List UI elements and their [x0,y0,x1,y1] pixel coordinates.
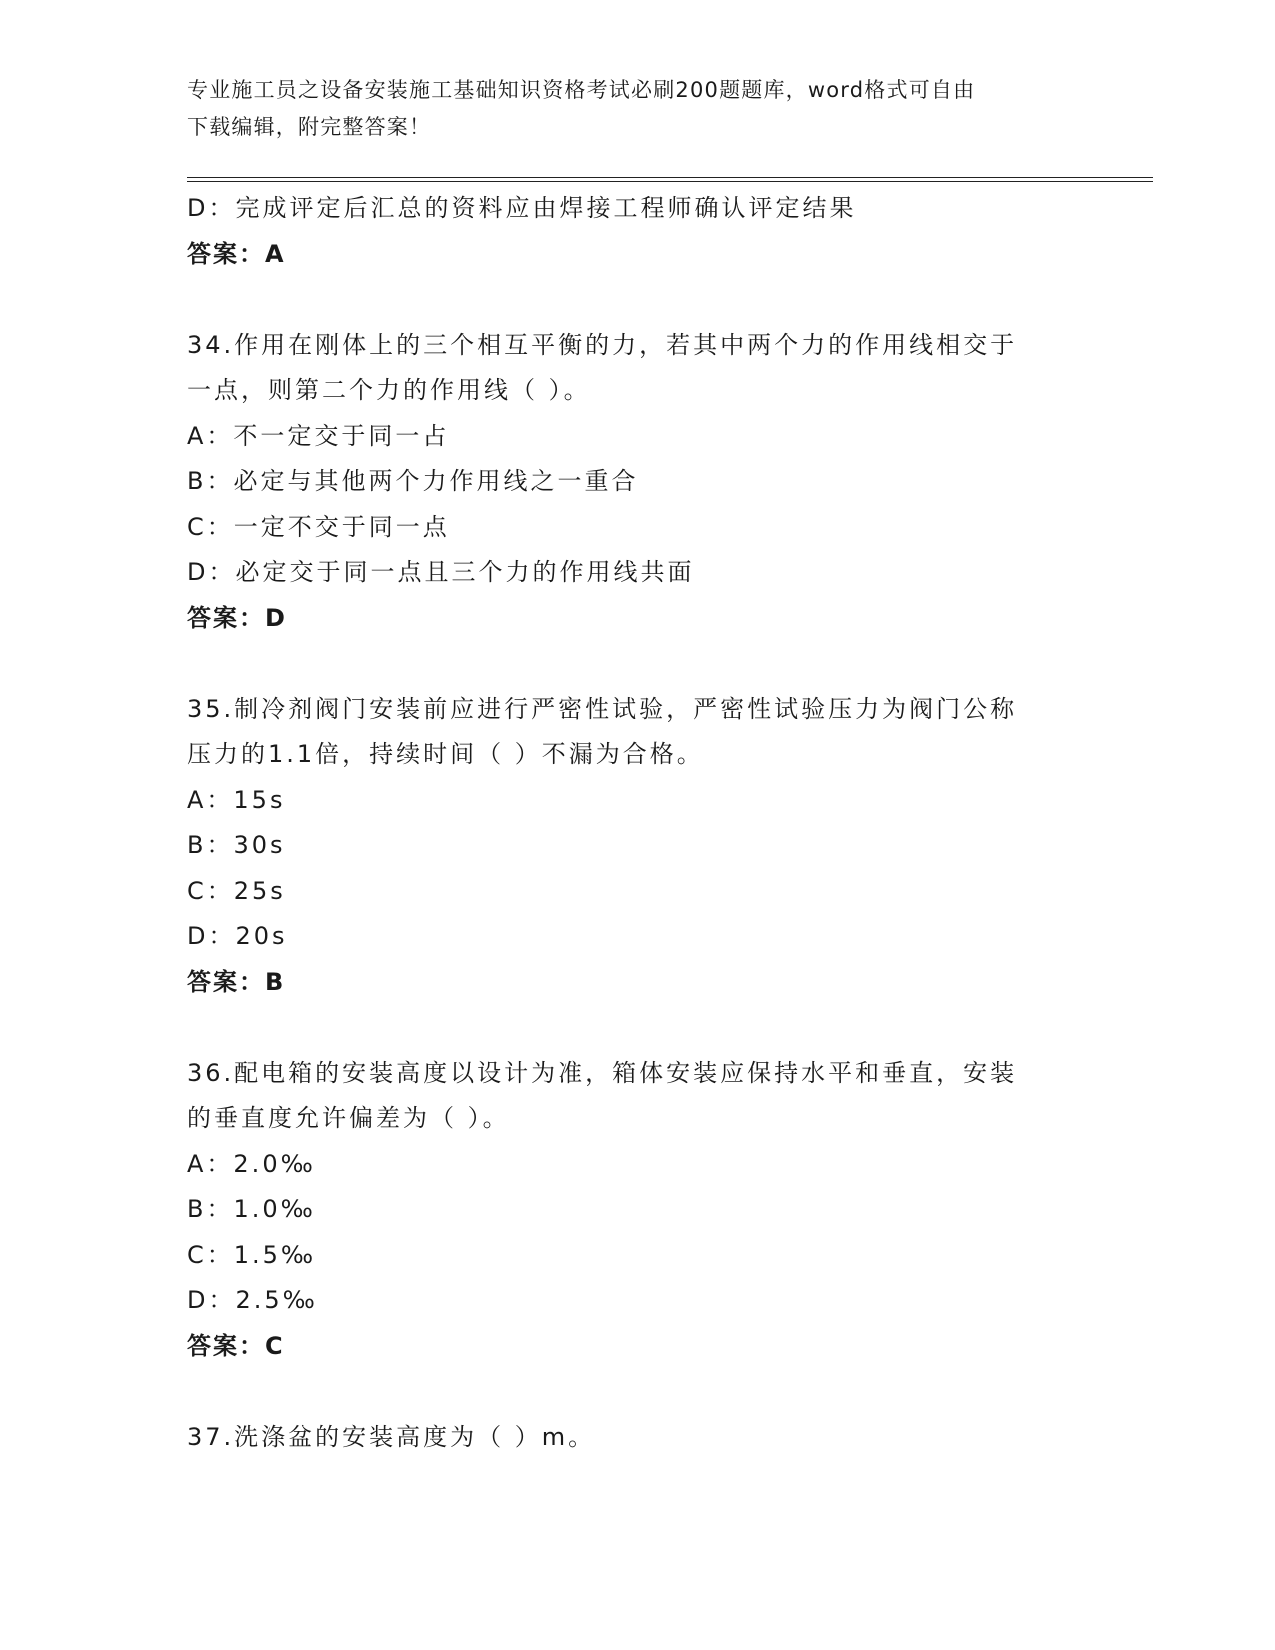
option-d: D：完成评定后汇总的资料应由焊接工程师确认评定结果 [187,194,857,222]
option-b: B：30s [187,831,286,859]
question-36 [187,1051,1087,1370]
answer-line: 答案：A [187,239,286,268]
option-c: C：一定不交于同一点 [187,512,450,541]
question-stem-line: 36.配电箱的安装高度以设计为准，箱体安装应保持水平和垂直，安装 [187,1058,1018,1087]
question-stem-line: 34.作用在刚体上的三个相互平衡的力，若其中两个力的作用线相交于 [187,330,1018,359]
option-c: C：25s [187,876,286,905]
option-a: A：不一定交于同一占 [187,421,450,450]
document-header [187,72,1067,146]
question-stem-line: 一点，则第二个力的作用线（ ）。 [187,376,591,404]
header-line-2: 下载编辑，附完整答案！ [187,115,432,139]
answer-line: 答案：B [187,967,286,996]
question-stem-line: 37.洗涤盆的安装高度为（ ）m。 [187,1422,596,1451]
option-a: A：15s [187,785,286,814]
answer-line: 答案：C [187,1331,285,1360]
option-b: B：必定与其他两个力作用线之一重合 [187,467,639,495]
header-divider-top [187,177,1153,178]
question-stem-line: 的垂直度允许偏差为（ ）。 [187,1104,510,1132]
option-d: D：20s [187,922,288,950]
option-c: C：1.5‰ [187,1240,317,1269]
header-line-1: 专业施工员之设备安装施工基础知识资格考试必刷200题题库，word格式可自由 [187,78,976,102]
question-37 [187,1415,1087,1461]
answer-line: 答案：D [187,603,287,632]
option-d: D：必定交于同一点且三个力的作用线共面 [187,558,695,586]
option-d: D：2.5‰ [187,1286,318,1314]
question-stem-line: 35.制冷剂阀门安装前应进行严密性试验，严密性试验压力为阀门公称 [187,694,1018,723]
question-34 [187,323,1087,642]
option-b: B：1.0‰ [187,1195,316,1223]
header-divider-bottom [187,181,1153,182]
option-a: A：2.0‰ [187,1149,316,1178]
question-stem-line: 压力的1.1倍，持续时间（ ）不漏为合格。 [187,740,704,768]
question-35 [187,687,1087,1006]
question-list [187,186,1087,1460]
